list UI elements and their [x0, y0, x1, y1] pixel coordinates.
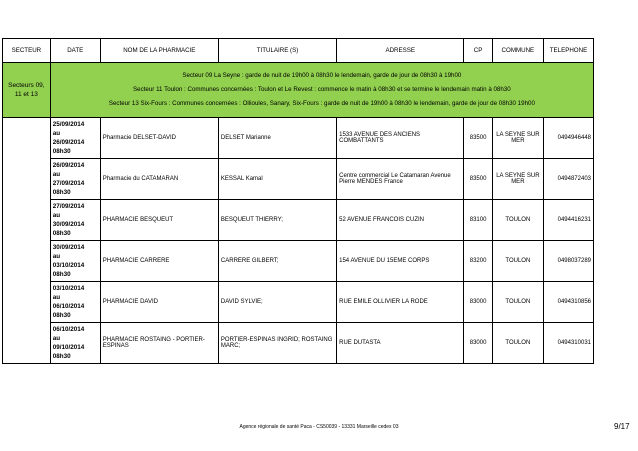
address: Centre commercial Le Catamaran Avenue Pierre MENDES France — [337, 159, 464, 200]
pharmacy-name: PHARMACIE ROSTAING - PORTIER-ESPINAS — [100, 323, 218, 364]
date-hour: 08h30 — [52, 148, 71, 155]
sector-label: Secteurs 09, 11 et 13 — [3, 63, 51, 118]
table-row — [3, 159, 594, 200]
commune: LA SEYNE SUR MER — [492, 118, 543, 159]
telephone: 0494310856 — [543, 282, 593, 323]
telephone: 0494946448 — [543, 118, 593, 159]
address: 154 AVENUE DU 15EME CORPS — [337, 241, 464, 282]
date-end: 03/10/2014 — [52, 262, 85, 269]
commune: LA SEYNE SUR MER — [492, 159, 543, 200]
postal-code: 83200 — [464, 241, 492, 282]
holder: DAVID SYLVIE; — [218, 282, 336, 323]
header-holder: TITULAIRE (S) — [218, 39, 336, 63]
header-secteur: SECTEUR — [3, 39, 51, 63]
postal-code: 83100 — [464, 200, 492, 241]
page-number: 9/17 — [614, 422, 630, 431]
sector-line-13: Secteur 13 Six-Fours : Communes concernées : Ollioules, Sanary, Six-Fours : garde de nuit de 19h00 à 08h30 le lendemain, garde de jour de 08h30 19h00 — [108, 100, 535, 107]
date-start: 27/09/2014 — [52, 203, 85, 210]
date-start: 03/10/2014 — [52, 285, 85, 292]
date-au: au — [52, 253, 61, 260]
date-hour: 08h30 — [52, 312, 71, 319]
address: 1533 AVENUE DES ANCIENS COMBATTANTS — [337, 118, 464, 159]
date-start: 06/10/2014 — [52, 326, 85, 333]
date-cell — [50, 118, 100, 159]
header-row — [3, 39, 594, 63]
postal-code: 83500 — [464, 159, 492, 200]
page-footer: Agence régionale de santé Paca - CS50039 - 13331 Marseille cedex 03 — [239, 424, 399, 430]
postal-code: 83000 — [464, 282, 492, 323]
pharmacy-schedule-table — [2, 38, 594, 364]
pharmacy-name: PHARMACIE CARRERE — [100, 241, 218, 282]
address: 52 AVENUE FRANCOIS CUZIN — [337, 200, 464, 241]
telephone: 0498037289 — [543, 241, 593, 282]
holder: DELSET Marianne — [218, 118, 336, 159]
date-cell — [50, 159, 100, 200]
pharmacy-name: PHARMACIE BESQUEUT — [100, 200, 218, 241]
header-pharmacy-name: NOM DE LA PHARMACIE — [100, 39, 218, 63]
sector-banner-row — [3, 63, 594, 118]
date-au: au — [52, 130, 61, 137]
table-row — [3, 241, 594, 282]
sector-line-11: Secteur 11 Toulon : Communes concernées : Toulon et Le Revest : commence le matin à 08h30 et se termine le lendemain matin à 08h30 — [133, 86, 511, 93]
commune: TOULON — [492, 241, 543, 282]
commune: TOULON — [492, 323, 543, 364]
postal-code: 83500 — [464, 118, 492, 159]
date-start: 25/09/2014 — [52, 121, 85, 128]
commune: TOULON — [492, 282, 543, 323]
date-au: au — [52, 212, 61, 219]
date-au: au — [52, 335, 61, 342]
address: RUE DUTASTA — [337, 323, 464, 364]
date-hour: 08h30 — [52, 189, 71, 196]
postal-code: 83000 — [464, 323, 492, 364]
header-commune: COMMUNE — [492, 39, 543, 63]
telephone: 0494310031 — [543, 323, 593, 364]
date-cell — [50, 282, 100, 323]
date-end: 09/10/2014 — [52, 344, 85, 351]
header-date: DATE — [50, 39, 100, 63]
date-hour: 08h30 — [52, 230, 71, 237]
pharmacy-name: PHARMACIE DAVID — [100, 282, 218, 323]
date-cell — [50, 200, 100, 241]
pharmacy-name: Pharmacie du CATAMARAN — [100, 159, 218, 200]
date-end: 06/10/2014 — [52, 303, 85, 310]
date-cell — [50, 323, 100, 364]
date-au: au — [52, 171, 61, 178]
date-hour: 08h30 — [52, 353, 71, 360]
holder: CARRERE GILBERT; — [218, 241, 336, 282]
holder: KESSAL Kamal — [218, 159, 336, 200]
header-address: ADRESSE — [337, 39, 464, 63]
date-end: 30/09/2014 — [52, 221, 85, 228]
telephone: 0494872403 — [543, 159, 593, 200]
header-telephone: TELEPHONE — [543, 39, 593, 63]
date-start: 30/09/2014 — [52, 244, 85, 251]
commune: TOULON — [492, 200, 543, 241]
holder: PORTIER-ESPINAS INGRID; ROSTAING MARC; — [218, 323, 336, 364]
date-au: au — [52, 294, 61, 301]
table-row — [3, 282, 594, 323]
telephone: 0494416231 — [543, 200, 593, 241]
date-end: 26/09/2014 — [52, 139, 85, 146]
address: RUE EMILE OLLIVIER LA RODE — [337, 282, 464, 323]
date-start: 26/09/2014 — [52, 162, 85, 169]
date-hour: 08h30 — [52, 271, 71, 278]
pharmacy-name: Pharmacie DELSET-DAVID — [100, 118, 218, 159]
sector-description — [50, 63, 593, 118]
table-row — [3, 118, 594, 159]
holder: BESQUEUT THIERRY; — [218, 200, 336, 241]
header-cp: CP — [464, 39, 492, 63]
sector-line-09: Secteur 09 La Seyne : garde de nuit de 19h00 à 08h30 le lendemain, garde de jour de 08h30 à 19h00 — [182, 72, 462, 79]
date-cell — [50, 241, 100, 282]
sector-empty-cell — [3, 118, 51, 364]
table-row — [3, 200, 594, 241]
date-end: 27/09/2014 — [52, 180, 85, 187]
table-row — [3, 323, 594, 364]
